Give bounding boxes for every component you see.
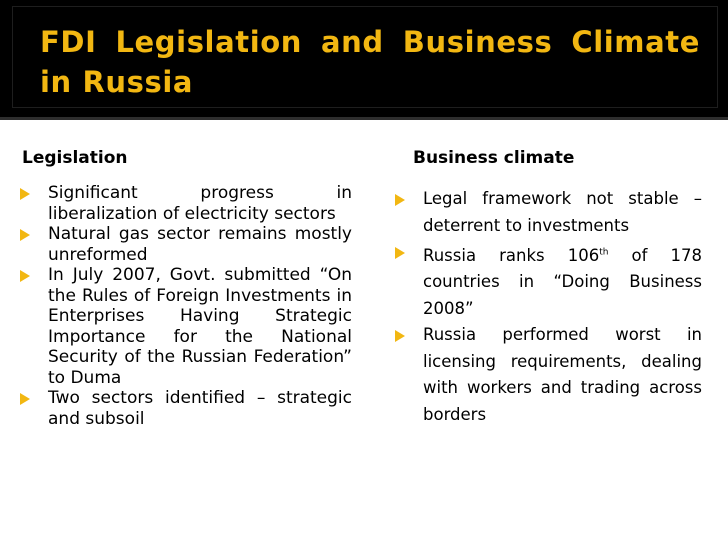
- list-item: [395, 322, 702, 428]
- ranking-text: Russia ranks 106: [423, 245, 600, 265]
- ranking-text-rest: of 178 countries in “Doing Business 2008”: [423, 245, 702, 318]
- bullet-text: In July 2007, Govt. submitted “On the Rules of Foreign Investments in Enterprises Having Strategic Importance for the National Security of the Russian Federation” to Duma: [48, 265, 352, 388]
- list-item: [395, 186, 702, 239]
- business-climate-heading: Business climate: [413, 148, 575, 168]
- triangle-bullet-icon: [20, 393, 30, 405]
- list-item: [20, 265, 352, 388]
- business-climate-list: [395, 186, 702, 428]
- triangle-bullet-icon: [20, 229, 30, 241]
- legislation-heading: Legislation: [22, 148, 128, 168]
- list-item: [395, 239, 702, 322]
- bullet-text: Significant progress in liberalization of electricity sectors: [48, 183, 352, 224]
- bullet-text: Natural gas sector remains mostly unreformed: [48, 224, 352, 265]
- triangle-bullet-icon: [20, 270, 30, 282]
- bullet-text: Russia performed worst in licensing requirements, dealing with workers and trading across borders: [423, 325, 702, 424]
- legislation-list: [20, 183, 352, 429]
- bullet-text: Legal framework not stable – deterrent to investments: [423, 189, 702, 235]
- bullet-text: [423, 246, 702, 318]
- triangle-bullet-icon: [395, 247, 405, 259]
- triangle-bullet-icon: [395, 330, 405, 342]
- bullet-text: Two sectors identified – strategic and subsoil: [48, 388, 352, 429]
- list-item: [20, 224, 352, 265]
- title-bar: [0, 0, 728, 120]
- slide-title: FDI Legislation and Business Climate in Russia: [40, 25, 700, 99]
- list-item: [20, 388, 352, 429]
- list-item: [20, 183, 352, 224]
- ordinal-suffix: th: [599, 247, 609, 257]
- triangle-bullet-icon: [395, 194, 405, 206]
- triangle-bullet-icon: [20, 188, 30, 200]
